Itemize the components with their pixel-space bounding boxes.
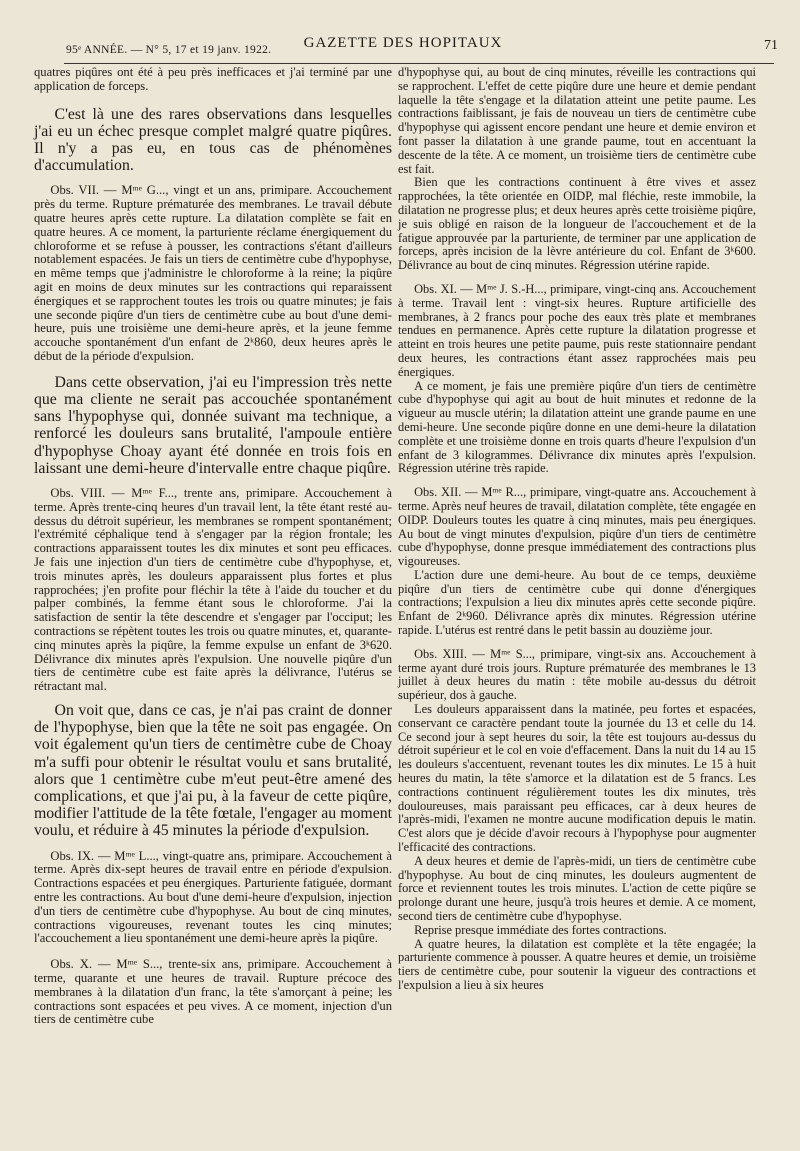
commentary-paragraph: On voit que, dans ce cas, je n'ai pas craint de donner de l'hypophyse, bien que la tête ne soit pas engagée. On voit également qu'un tiers de centimètre cube de Choay m'a suffi pour obtenir le résultat voulu et sans brutalité, alors que 1 centimètre cube m'eut peut-être amené des complications, et que j'ai pu, à la faveur de cette piqûre, modifier l'attitude de la tête fœtale, l'engager au moment voulu, et réduire à 45 minutes la période d'expulsion.: [34, 701, 392, 840]
commentary-paragraph: C'est là une des rares observations dans lesquelles j'ai eu un échec presque complet malgré quatre piqûres. Il n'y a pas eu, en tous cas de phénomènes d'accumulation.: [34, 105, 392, 175]
observation-paragraph: Obs. XIII. — Mᵐᵉ S..., primipare, vingt-six ans. Accouchement à terme ayant duré trois jours. Rupture prématurée des membranes le 13 juillet à deux heures du matin : tête mobile au-dessus du détroit supérieur, dos à gauche.: [398, 646, 756, 703]
observation-paragraph: Obs. X. — Mᵐᵉ S..., trente-six ans, primipare. Accouchement à terme, quarante et une heures de travail. Rupture précoce des membranes à la dilatation d'un franc, la tête s'amorçant à peine; les contractions sont espacées et peu vives. A ce moment, injection d'un tiers de centimètre cube: [34, 957, 392, 1027]
observation-paragraph: A ce moment, je fais une première piqûre d'un tiers de centimètre cube d'hypophyse qui agit au bout de huit minutes et redonne de la vigueur au muscle utérin; la dilatation atteint une grande paume en une demi-heure. Une seconde piqûre donne en une demi-heure la dilatation complète et une troisième donne en trois quarts d'heure l'expulsion d'un enfant de 3 kilogrammes. Délivrance dix minutes après l'expulsion. Régression utérine très rapide.: [398, 378, 756, 476]
observation-paragraph: Reprise presque immédiate des fortes contractions.: [414, 922, 667, 937]
observation-paragraph: Obs. XI. — Mᵐᵉ J. S.-H..., primipare, vingt-cinq ans. Accouchement à terme. Travail lent : vingt-six heures. Rupture artificielle des membranes, à 2 francs pour poche des eaux très plate et membranes tendues en permanence. Après cette rupture la dilatation progresse et atteint en trois heures une petite paume, puis reste stationnaire pendant deux heures, les contractions étant assez rapprochées mais peu énergiques.: [398, 281, 756, 379]
observation-paragraph: Obs. VIII. — Mᵐᵉ F..., trente ans, primipare. Accouchement à terme. Après trente-cinq heures d'un travail lent, la tête étant resté au-dessus du détroit supérieur, les membranes se rompent spontanément; l'extrémité céphalique tend à s'engager par la région frontale; les contractions apparaissent toutes les dix minutes et sont peu efficaces. Je fais une injection d'un tiers de centimètre cube d'hypophyse, et, trois minutes après, les douleurs apparaissent plus fortes et plus rapprochées; j'en profite pour fléchir la tête à l'aide du toucher et du palper combinés, la femme étant sous le chloroforme. J'ai la satisfaction de sentir la tête descendre et s'engager par l'occiput; les contractions se répètent toutes les trois ou quatre minutes, et, quarante-cinq minutes après la piqûre, la femme expulse un enfant de 3ᵏ620. Délivrance dix minutes après l'expulsion. Une nouvelle piqûre d'un tiers de centimètre cube est faite après la délivrance, l'utérus se rétractant mal.: [34, 485, 392, 694]
observation-paragraph: Obs. VII. — Mᵐᵉ G..., vingt et un ans, primipare. Accouchement près du terme. Rupture prématurée des membranes. Le travail débute quatre heures après cette rupture. La dilatation complète se fait en quatre heures. A ce moment, la parturiente réclame énergiquement du chloroforme et se refuse à pousser, les contractions s'étant d'ailleurs notablement espacées. Je fais un tiers de centimètre cube d'hypophyse, en même temps que j'administre le chloroforme à la reine; la piqûre agit en moins de deux minutes sur les contractions qui reparaissent énergiques et se rapprochent toutes les trois ou quatre minutes; je fais une seconde piqûre d'un tiers de centimètre cube au bout d'une demi-heure, puis une troisième une demi-heure après, et la jeune femme accouche spontanément d'un enfant de 2ᵏ860, deux heures après le début de la période d'expulsion.: [34, 183, 392, 363]
paragraph-gap: [34, 694, 392, 702]
observation-paragraph: quatres piqûres ont été à peu près inefficaces et j'ai terminé par une application de forceps.: [34, 65, 392, 93]
page-header: [28, 32, 778, 60]
observation-paragraph: Obs. IX. — Mᵐᵉ L..., vingt-quatre ans, primipare. Accouchement à terme. Après dix-sept heures de travail entre en période d'expulsion. Contractions espacées et peu énergiques. Parturiente fatiguée, dormant entre les contractions. Au bout d'une demi-heure d'expulsion, injection d'un tiers de centimètre cube d'hypophyse. Au bout de cinq minutes, contractions vigoureuses, revenant toutes les cinq minutes; l'accouchement a lieu spontanément une demi-heure après la piqûre.: [34, 848, 392, 946]
observation-paragraph: L'action dure une demi-heure. Au bout de ce temps, deuxième piqûre d'un tiers de centimètre cube qui donne d'énergiques contractions; l'expulsion a lieu dix minutes après cette seconde piqûre. Enfant de 2ᵏ960. Délivrance après dix minutes. Régression utérine rapide. L'utérus est rentré dans le petit bassin au douzième jour.: [398, 567, 756, 638]
page-number: 71: [764, 38, 778, 53]
observation-paragraph: Les douleurs apparaissent dans la matinée, peu fortes et espacées, conservant ce caractère pendant toute la journée du 13 et celle du 14. Ce second jour à sept heures du soir, la tête est toujours au-dessus du détroit supérieur et le col en voie d'effacement. Dans la nuit du 14 au 15 les douleurs s'accentuent, revenant toutes les dix minutes. Le 15 à huit heures du matin, la tête s'amorce et la dilatation est de 5 francs. Les contractions continuent régulièrement toutes les dix minutes, très douloureuses, mais paraissant peu efficaces, car à deux heures de l'après-midi, l'examen ne montre aucune modification depuis le matin. C'est alors que je décide d'avoir recours à l'hypophyse pour augmenter l'efficacité des contractions.: [398, 702, 756, 855]
header-rule: [64, 63, 774, 64]
observation-paragraph: Obs. XII. — Mᵐᵉ R..., primipare, vingt-quatre ans. Accouchement à terme. Après neuf heures de travail, dilatation complète, tête engagée en OIDP. Douleurs toutes les quatre à cinq minutes, mais peu énergiques. Au bout de vingt minutes d'expulsion, piqûre d'un tiers de centimètre cube d'hypophyse, donne presque immédiatement des contractions plus vigoureuses.: [398, 485, 756, 569]
observation-paragraph: d'hypophyse qui, au bout de cinq minutes, réveille les contractions qui se rapprochent. L'effet de cette piqûre dure une heure et demie pendant laquelle la tête s'engage et la dilatation atteint une petite paume. Les contractions faiblissant, je fais de nouveau un tiers de centimètre cube d'hypophyse qui agissent encore pendant une heure et demie environ et font passer la dilatation à une grande paume, tout en accentuant la descente de la tête. A ce moment, un troisième tiers de centimètre cube est fait.: [398, 65, 756, 176]
observation-paragraph: Bien que les contractions continuent à être vives et assez rapprochées, la tête orientée en OIDP, mal fléchie, reste immobile, la dilatation ne progresse plus; et deux heures après cette troisième piqûre, je suis obligé en raison de la longueur de l'accouchement et de la fatigue approuvée par la parturiente, de terminer par une application de forceps, après incision de la lèvre antérieure du col. Enfant de 3ᵏ600. Délivrance au bout de cinq minutes. Régression utérine rapide.: [398, 175, 756, 273]
paragraph-gap: [34, 94, 392, 106]
paragraph-gap: [34, 364, 392, 374]
left-column: [34, 66, 392, 1027]
observation-paragraph: A quatre heures, la dilatation est complète et la tête engagée; la parturiente commence à pousser. A quatre heures et demie, un troisième tiers de centimètre cube, pour soutenir la vigueur des contractions et l'expulsion a lieu à six heures: [398, 936, 756, 992]
journal-title: GAZETTE DES HOPITAUX: [303, 35, 503, 51]
issue-line: 95ᵉ ANNÉE. — N° 5, 17 et 19 janv. 1922.: [66, 44, 272, 56]
right-column: [398, 66, 756, 993]
commentary-paragraph: Dans cette observation, j'ai eu l'impression très nette que ma cliente ne serait pas accouchée spontanément sans l'hypophyse qui, donnée suivant ma technique, a renforcé les douleurs sans brutalité, l'ampoule entière d'hypophyse Choay ayant été donnée en trois fois en laissant une demi-heure d'intervalle entre chaque piqûre.: [34, 373, 392, 477]
observation-paragraph: A deux heures et demie de l'après-midi, un tiers de centimètre cube d'hypophyse. Au bout de cinq minutes, les douleurs augmentent de force et reviennent toutes les trois minutes. L'action de cette piqûre se prolonge durant une heure, jusqu'à trois heures et demie. A ce moment, second tiers de centimètre cube d'hypophyse.: [398, 853, 756, 924]
